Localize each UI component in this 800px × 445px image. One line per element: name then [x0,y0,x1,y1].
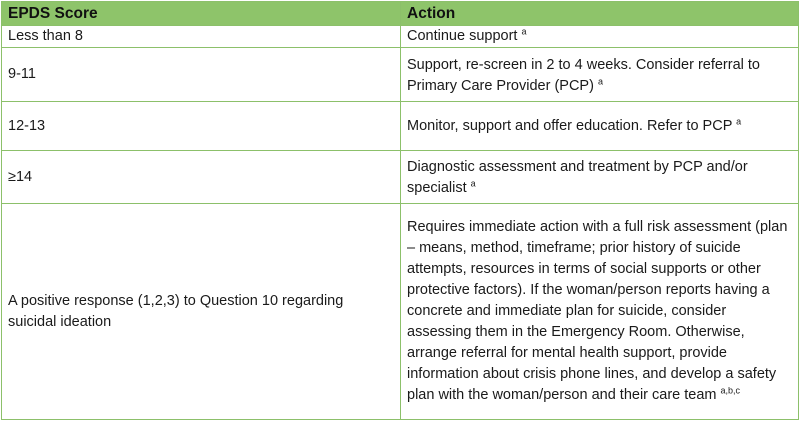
action-cell [401,26,799,48]
table-row [2,204,799,420]
table-row [2,151,799,204]
score-cell: A positive response (1,2,3) to Question 10 regarding suicidal ideation [2,204,401,420]
epds-score-table [1,1,799,420]
header-action: Action [401,2,799,26]
action-cell [401,151,799,204]
action-text: Requires immediate action with a full risk assessment (plan – means, method, timeframe; prior history of suicide attempts, resources in terms of social supports or other protective factors). If the woman/person reports having a concrete and immediate plan for suicide, consider assessing them in the Emergency Room. Otherwise, arrange referral for mental health support, provide information about crisis phone lines, and develop a safety plan with the woman/person and their care team [407,219,788,403]
table-row [2,26,799,48]
footnote-ref: a [736,116,742,127]
footnote-ref: a [597,76,603,87]
footnote-ref: a [521,26,527,37]
action-cell [401,204,799,420]
action-cell [401,48,799,102]
table-row [2,102,799,151]
table-header-row [2,2,799,26]
action-text: Monitor, support and offer education. Refer to PCP [407,117,733,134]
action-text: Continue support [407,28,518,44]
action-text: Support, re-screen in 2 to 4 weeks. Consider referral to Primary Care Provider (PCP) [407,56,760,94]
score-cell: 12-13 [2,102,401,151]
footnote-ref: a,b,c [720,385,741,396]
score-cell: 9-11 [2,48,401,102]
header-epds-score: EPDS Score [2,2,401,26]
action-cell [401,102,799,151]
action-text: Diagnostic assessment and treatment by PCP and/or specialist [407,159,748,196]
table-row [2,48,799,102]
score-cell: Less than 8 [2,26,401,48]
footnote-ref: a [470,178,476,189]
score-cell: ≥14 [2,151,401,204]
